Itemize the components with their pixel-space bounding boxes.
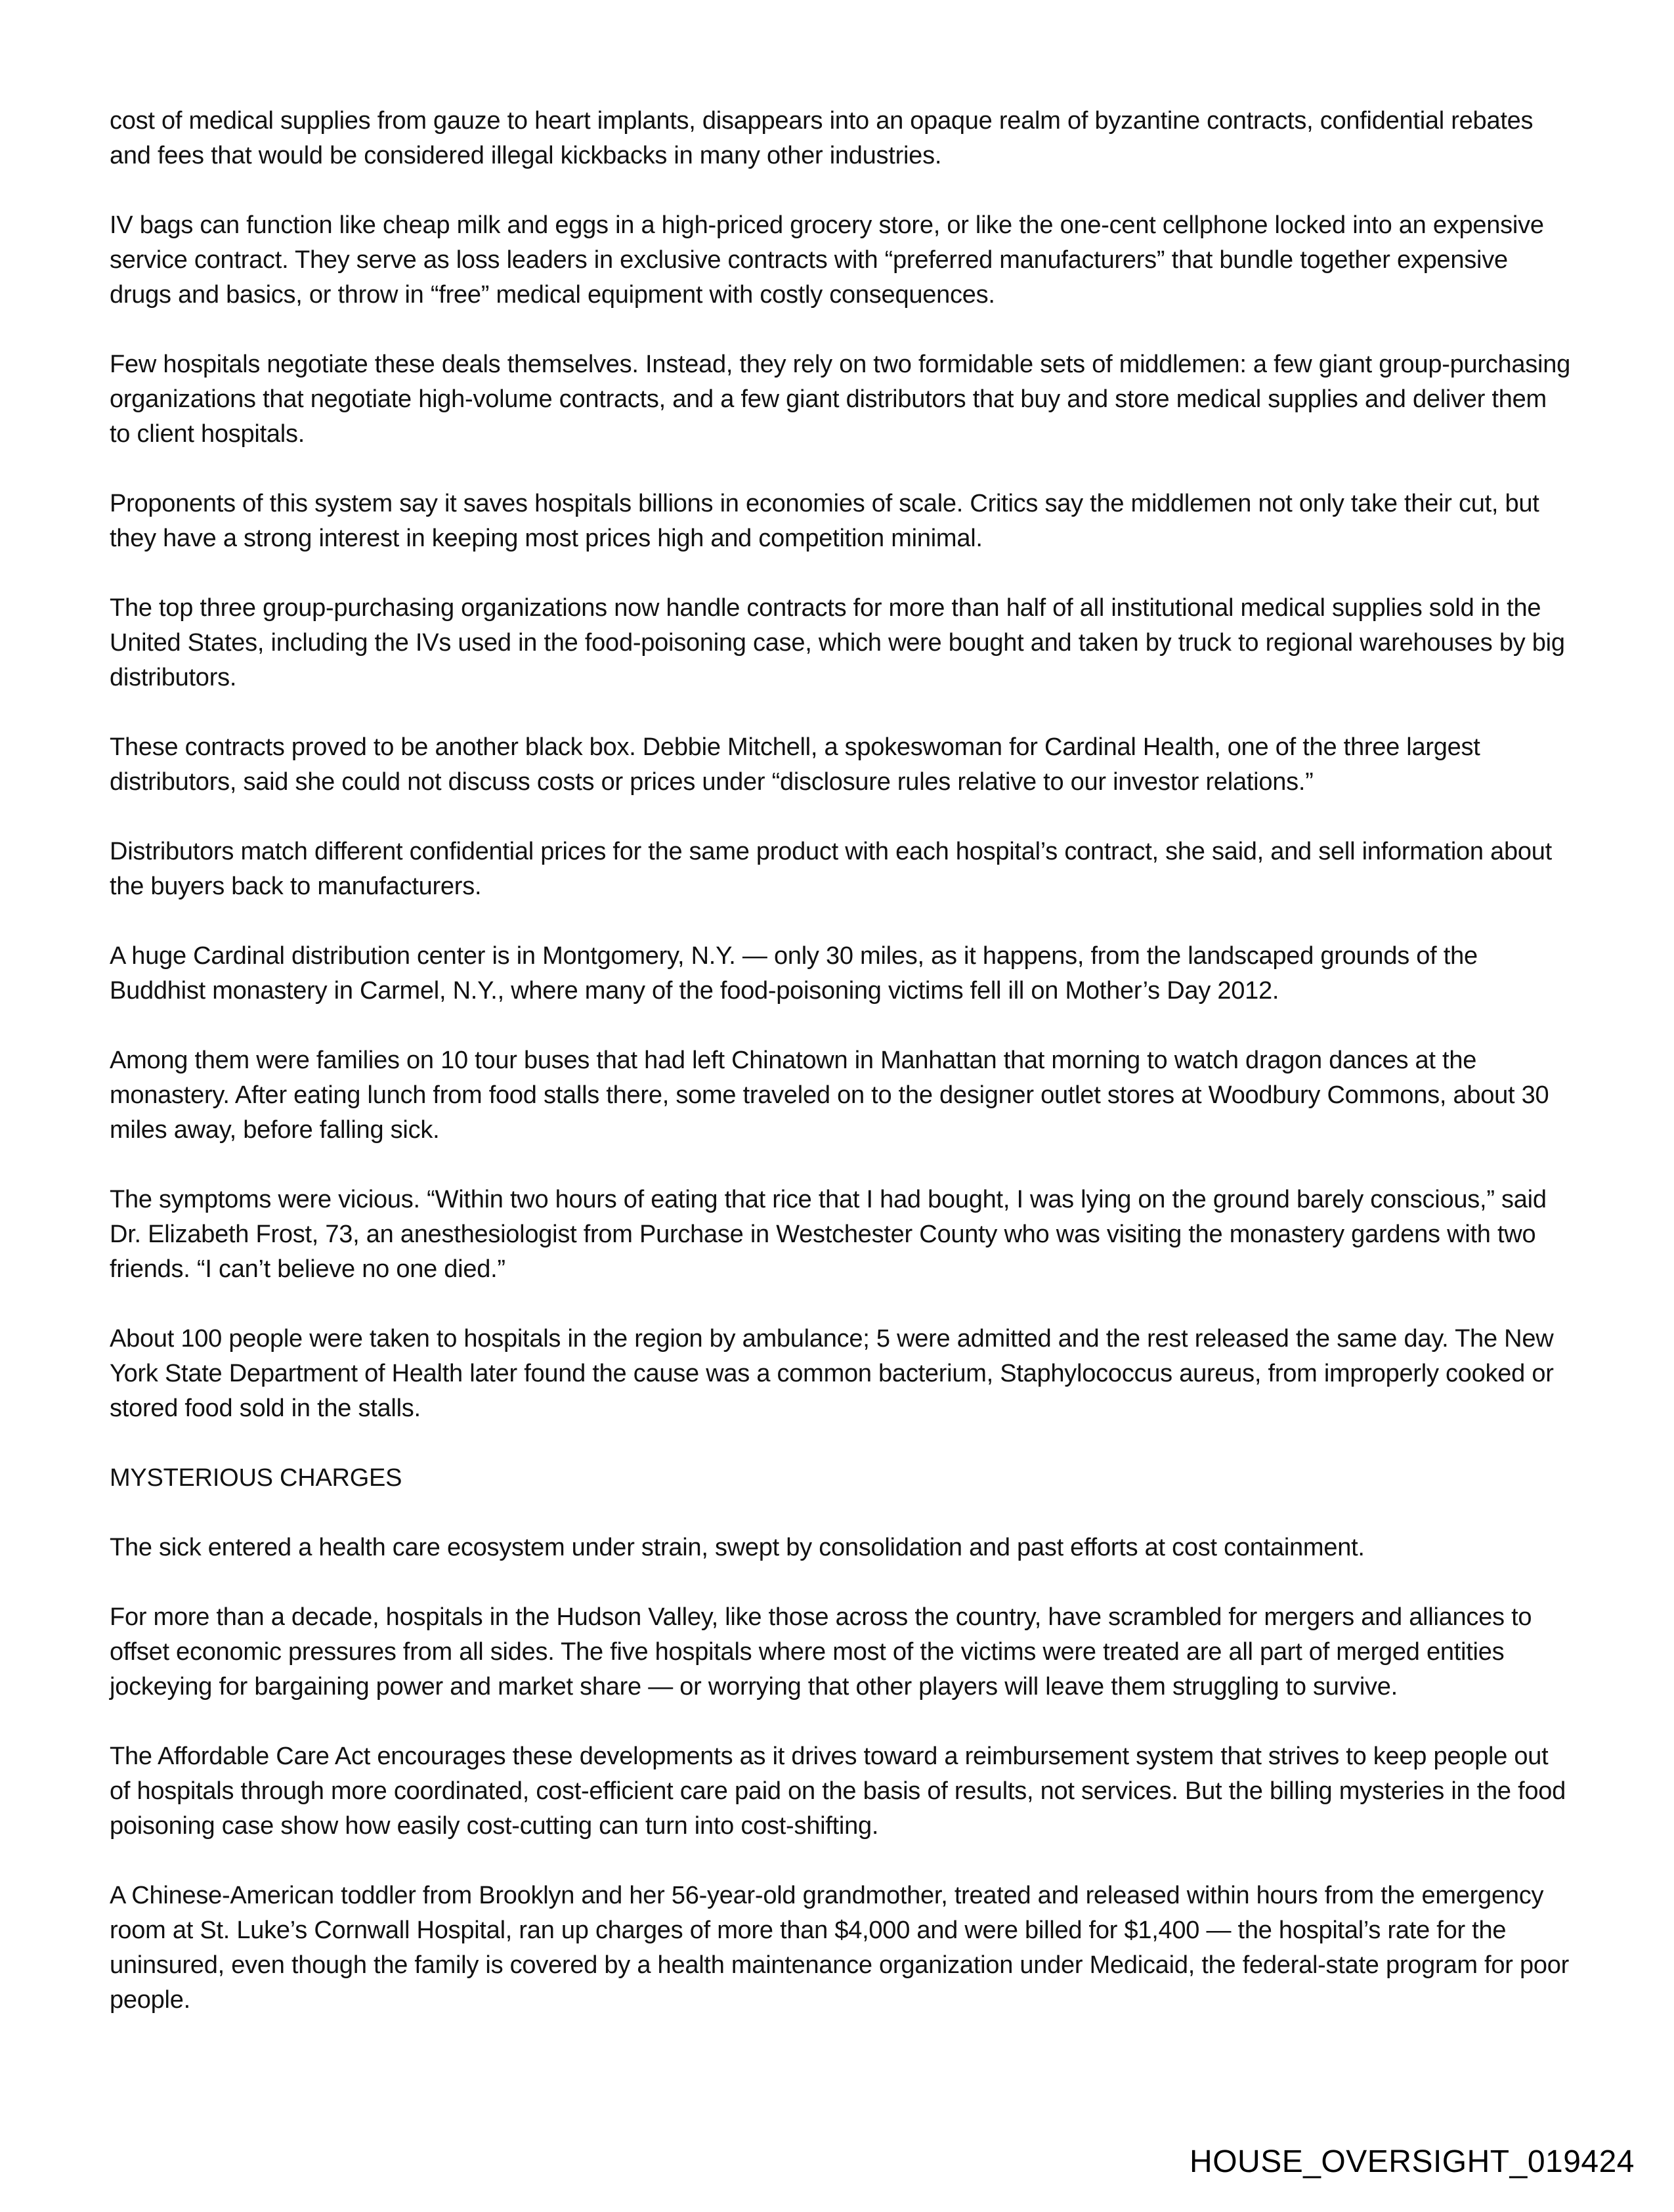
section-paragraph-1: The sick entered a health care ecosystem under strain, swept by consolidation and past efforts at cost containment. [110, 1534, 1365, 1561]
paragraph-2: IV bags can function like cheap milk and eggs in a high-priced grocery store, or like the one-cent cellphone locked into an expensive service contract. They serve as loss leaders in exclusive contracts with “preferred manufacturers” that bundle together expensive drugs and basics, or throw in “free” medical equipment with costly consequences. [110, 211, 1544, 309]
paragraph-3: Few hospitals negotiate these deals themselves. Instead, they rely on two formidable sets of middlemen: a few giant group-purchasing organizations that negotiate high-volume contracts, and a few giant distributors that buy and store medical supplies and deliver them to client hospitals. [110, 351, 1571, 448]
paragraph-11: About 100 people were taken to hospitals in the region by ambulance; 5 were admitted and the rest released the same day. The New York State Department of Health later found the cause was a common bacterium, Staphylococcus aureus, from improperly cooked or stored food sold in the stalls. [110, 1325, 1554, 1422]
paragraph-6: These contracts proved to be another black box. Debbie Mitchell, a spokeswoman for Cardinal Health, one of the three largest distributors, said she could not discuss costs or prices under “disclosure rules relative to our investor relations.” [110, 733, 1480, 796]
document-page [110, 104, 1570, 2052]
paragraph-4: Proponents of this system say it saves hospitals billions in economies of scale. Critics say the middlemen not only take their cut, but they have a strong interest in keeping most prices high and competition minimal. [110, 490, 1539, 552]
paragraph-5: The top three group-purchasing organizations now handle contracts for more than half of all institutional medical supplies sold in the United States, including the IVs used in the food-poisoning case, which were bought and taken by truck to regional warehouses by big distributors. [110, 594, 1565, 691]
section-paragraph-4: A Chinese-American toddler from Brooklyn and her 56-year-old grandmother, treated and released within hours from the emergency room at St. Luke’s Cornwall Hospital, ran up charges of more than $4,000 and were billed for $1,400 — the hospital’s rate for the uninsured, even though the family is covered by a health maintenance organization under Medicaid, the federal-state program for poor people. [110, 1882, 1570, 2014]
paragraph-8: A huge Cardinal distribution center is in Montgomery, N.Y. — only 30 miles, as it happens, from the landscaped grounds of the Buddhist monastery in Carmel, N.Y., where many of the food-poisoning victims fell ill on Mother’s Day 2012. [110, 942, 1478, 1005]
bates-number: HOUSE_OVERSIGHT_019424 [1190, 2144, 1635, 2179]
paragraph-10: The symptoms were vicious. “Within two hours of eating that rice that I had bought, I was lying on the ground barely conscious,” said Dr. Elizabeth Frost, 73, an anesthesiologist from Purchase in Westchester County who was visiting the monastery gardens with two friends. “I can’t believe no one died.” [110, 1186, 1547, 1283]
section-heading: MYSTERIOUS CHARGES [110, 1464, 402, 1492]
paragraph-1: cost of medical supplies from gauze to heart implants, disappears into an opaque realm of byzantine contracts, confidential rebates and fees that would be considered illegal kickbacks in many other industries. [110, 107, 1534, 169]
section-paragraph-2: For more than a decade, hospitals in the Hudson Valley, like those across the country, have scrambled for mergers and alliances to offset economic pressures from all sides. The five hospitals where most of the victims were treated are all part of merged entities jockeying for bargaining power and market share — or worrying that other players will leave them struggling to survive. [110, 1603, 1532, 1701]
paragraph-7: Distributors match different confidential prices for the same product with each hospital’s contract, she said, and sell information about the buyers back to manufacturers. [110, 838, 1552, 900]
paragraph-9: Among them were families on 10 tour buses that had left Chinatown in Manhattan that morning to watch dragon dances at the monastery. After eating lunch from food stalls there, some traveled on to the designer outlet stores at Woodbury Commons, about 30 miles away, before falling sick. [110, 1047, 1549, 1144]
section-paragraph-3: The Affordable Care Act encourages these developments as it drives toward a reimbursement system that strives to keep people out of hospitals through more coordinated, cost-efficient care paid on the basis of results, not services. But the billing mysteries in the food poisoning case show how easily cost-cutting can turn into cost-shifting. [110, 1743, 1566, 1840]
